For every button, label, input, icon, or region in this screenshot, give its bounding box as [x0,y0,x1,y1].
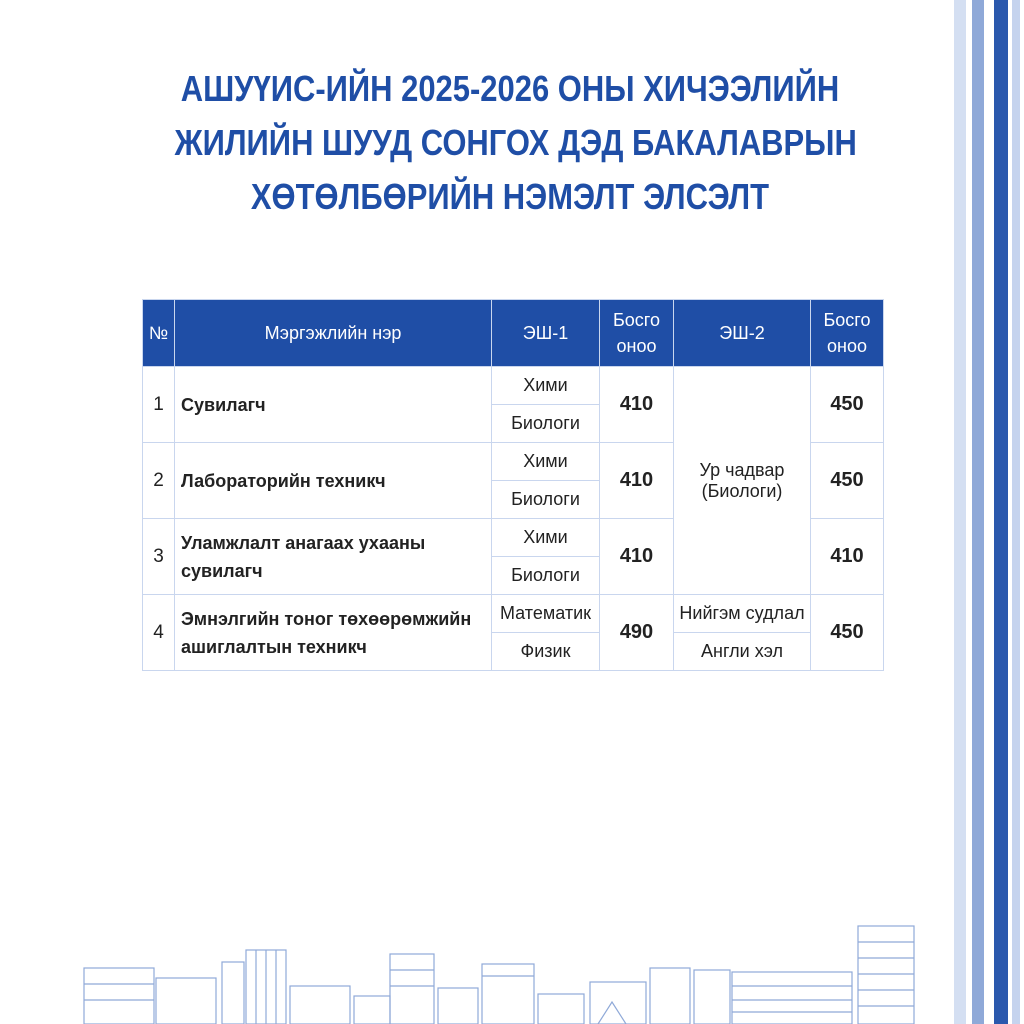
header-name: Мэргэжлийн нэр [175,300,492,367]
row-3-esh1-subject-1: Хими [492,519,600,557]
row-1-esh1-subject-2: Биологи [492,405,600,443]
title-line-3: ХӨТӨЛБӨРИЙН НЭМЭЛТ ЭЛСЭЛТ [250,176,770,217]
row-3-num: 3 [143,519,175,595]
table-header-row [143,300,884,367]
table-row [143,367,884,405]
stripe-light-1 [954,0,966,1024]
row-4-num: 4 [143,595,175,671]
row-4-name-line-2: ашиглалтын техникч [181,636,367,657]
row-2-threshold-2: 450 [811,443,884,519]
row-4-name [175,595,492,671]
title-line-1: АШУҮИС-ИЙН 2025-2026 ОНЫ ХИЧЭЭЛИЙН [180,68,840,109]
row-4-esh1-subject-1: Математик [492,595,600,633]
row-1-name: Сувилагч [175,367,492,443]
row-2-esh1-subject-1: Хими [492,443,600,481]
header-threshold-2 [811,300,884,367]
esh2-shared-line-2: (Биологи) [701,480,783,501]
row-4-threshold-1: 490 [600,595,674,671]
row-4-esh1-subject-2: Физик [492,633,600,671]
row-1-threshold-2: 450 [811,367,884,443]
city-skyline-illustration [80,918,920,1024]
stripe-dark [994,0,1008,1024]
header-threshold-1 [600,300,674,367]
header-threshold-2-line-2: оноо [827,336,867,356]
header-threshold-2-line-1: Босго [823,310,871,330]
stripe-mid [972,0,984,1024]
row-2-esh1-subject-2: Биологи [492,481,600,519]
title-line-2: ЖИЛИЙН ШУУД СОНГОХ ДЭД БАКАЛАВРЫН [174,122,857,163]
row-2-name: Лабораторийн техникч [175,443,492,519]
admission-table [142,299,884,671]
header-threshold-1-line-1: Босго [612,310,660,330]
decorative-stripes [954,0,1024,1024]
row-3-threshold-2: 410 [811,519,884,595]
row-3-name-line-2: сувилагч [181,560,263,581]
row-3-name-line-1: Уламжлалт анагаах ухааны [181,532,426,553]
row-3-name [175,519,492,595]
row-1-threshold-1: 410 [600,367,674,443]
row-2-num: 2 [143,443,175,519]
row-3-threshold-1: 410 [600,519,674,595]
page-title [174,62,857,224]
table-row [143,595,884,633]
header-num: № [143,300,175,367]
row-4-esh2-subject-2: Англи хэл [674,633,811,671]
row-1-esh1-subject-1: Хими [492,367,600,405]
row-4-threshold-2: 450 [811,595,884,671]
header-esh2: ЭШ-2 [674,300,811,367]
row-2-threshold-1: 410 [600,443,674,519]
row-4-name-line-1: Эмнэлгийн тоног төхөөрөмжийн [181,608,472,629]
header-esh1: ЭШ-1 [492,300,600,367]
row-4-esh2-subject-1: Нийгэм судлал [674,595,811,633]
row-1-num: 1 [143,367,175,443]
row-3-esh1-subject-2: Биологи [492,557,600,595]
header-threshold-1-line-2: оноо [616,336,657,356]
stripe-light-2 [1012,0,1020,1024]
esh2-shared-subject [674,367,811,595]
esh2-shared-line-1: Ур чадвар [699,459,785,480]
